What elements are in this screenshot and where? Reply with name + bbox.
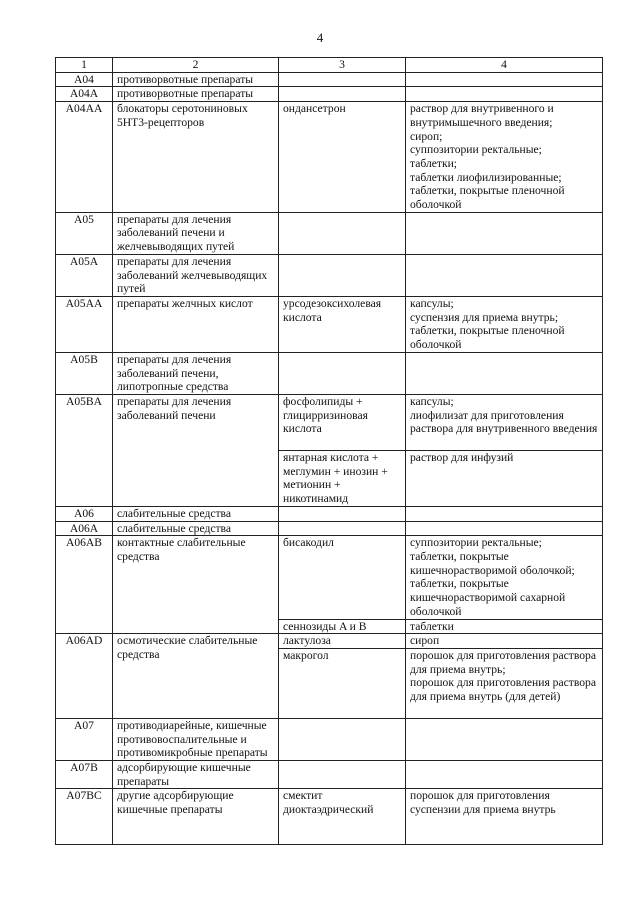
table-row — [56, 102, 603, 213]
header-row — [56, 58, 603, 73]
drug-name-cell: сеннозиды A и B — [279, 619, 406, 634]
group-name-cell: противорвотные препараты — [113, 72, 279, 87]
dosage-form-line: порошок для приготовления суспензии для приема внутрь — [410, 789, 556, 817]
dosage-form-line: таблетки; — [410, 156, 458, 170]
drug-name-cell: фосфолипиды + глицирризиновая кислота — [279, 395, 406, 451]
drug-name-cell — [279, 521, 406, 536]
drug-name-cell — [279, 212, 406, 254]
drug-name-cell — [279, 72, 406, 87]
dosage-form-line: таблетки, покрытые пленочной оболочкой — [410, 324, 565, 352]
table-row — [56, 536, 603, 619]
group-name-cell: препараты желчных кислот — [113, 296, 279, 352]
group-name-cell: противорвотные препараты — [113, 87, 279, 102]
table-row — [56, 212, 603, 254]
dosage-form-line: порошок для приготовления раствора для приема внутрь (для детей) — [410, 676, 596, 704]
atc-code-cell: A04A — [56, 87, 113, 102]
header-cell: 1 — [56, 58, 113, 73]
group-name-cell: препараты для лечения заболеваний печени, липотропные средства — [113, 352, 279, 394]
dosage-forms-cell — [406, 521, 603, 536]
dosage-forms-cell — [406, 506, 603, 521]
header-cell: 2 — [113, 58, 279, 73]
drug-name-cell: лактулоза — [279, 634, 406, 649]
dosage-forms-cell — [406, 395, 603, 451]
atc-code-cell: A05 — [56, 212, 113, 254]
dosage-form-line: раствор для внутривенного и внутримышечного введения; — [410, 102, 554, 129]
drug-name-cell: смектит диоктаэдрический — [279, 789, 406, 845]
drug-name-cell — [279, 718, 406, 760]
table-row — [56, 352, 603, 394]
dosage-forms-cell — [406, 619, 603, 634]
dosage-forms-cell — [406, 87, 603, 102]
dosage-form-line: таблетки, покрытые пленочной оболочкой — [410, 184, 565, 212]
dosage-forms-cell — [406, 536, 603, 619]
table-row — [56, 506, 603, 521]
group-name-cell: адсорбирующие кишечные препараты — [113, 761, 279, 789]
drug-name-cell: ондансетрон — [279, 102, 406, 213]
table-row — [56, 296, 603, 352]
drug-name-cell: янтарная кислота + меглумин + инозин + метионин + никотинамид — [279, 451, 406, 507]
table-row — [56, 761, 603, 789]
dosage-forms-cell — [406, 72, 603, 87]
dosage-forms-cell — [406, 296, 603, 352]
dosage-form-line: порошок для приготовления раствора для приема внутрь; — [410, 648, 596, 676]
group-name-cell: препараты для лечения заболеваний желчевыводящих путей — [113, 254, 279, 296]
table-row — [56, 634, 603, 649]
drug-name-cell: макрогол — [279, 648, 406, 718]
table-row — [56, 72, 603, 87]
dosage-form-line: суппозитории ректальные; — [410, 536, 542, 550]
dosage-forms-cell — [406, 761, 603, 789]
dosage-form-line: суппозитории ректальные; — [410, 143, 542, 157]
header-cell: 4 — [406, 58, 603, 73]
drug-name-cell — [279, 352, 406, 394]
atc-code-cell: A07BC — [56, 789, 113, 845]
drug-name-cell: бисакодил — [279, 536, 406, 619]
group-name-cell: препараты для лечения заболеваний печени — [113, 395, 279, 507]
table-row — [56, 254, 603, 296]
table-row — [56, 789, 603, 845]
group-name-cell: препараты для лечения заболеваний печени и желчевыводящих путей — [113, 212, 279, 254]
dosage-form-line: таблетки лиофилизированные; — [410, 170, 562, 184]
atc-code-cell: A05A — [56, 254, 113, 296]
dosage-form-line: лиофилизат для приготовления раствора для внутривенного введения — [410, 408, 598, 436]
dosage-forms-cell — [406, 634, 603, 649]
atc-code-cell: A05B — [56, 352, 113, 394]
dosage-forms-cell — [406, 212, 603, 254]
atc-code-cell: A05BA — [56, 395, 113, 507]
dosage-form-line: суспензия для приема внутрь; — [410, 310, 559, 324]
group-name-cell: слабительные средства — [113, 506, 279, 521]
dosage-form-line: сироп — [410, 634, 440, 648]
dosage-forms-cell — [406, 648, 603, 718]
dosage-form-line: таблетки — [410, 619, 454, 633]
dosage-form-line: капсулы; — [410, 296, 454, 310]
drug-name-cell — [279, 254, 406, 296]
header-cell: 3 — [279, 58, 406, 73]
dosage-form-line: таблетки, покрытые кишечнорастворимой оболочкой; — [410, 549, 575, 577]
atc-code-cell: A06AD — [56, 634, 113, 719]
dosage-form-line: раствор для инфузий — [410, 451, 514, 465]
table-row — [56, 521, 603, 536]
drug-name-cell: урсодезоксихолевая кислота — [279, 296, 406, 352]
dosage-forms-cell — [406, 254, 603, 296]
drug-name-cell — [279, 87, 406, 102]
dosage-forms-cell — [406, 451, 603, 507]
table-row — [56, 87, 603, 102]
dosage-forms-cell — [406, 352, 603, 394]
atc-code-cell: A06 — [56, 506, 113, 521]
drug-name-cell — [279, 506, 406, 521]
group-name-cell: слабительные средства — [113, 521, 279, 536]
page-number: 4 — [316, 30, 324, 45]
table-row — [56, 395, 603, 451]
group-name-cell: противодиарейные, кишечные противовоспалительные и противомикробные препараты — [113, 718, 279, 760]
group-name-cell: контактные слабительные средства — [113, 536, 279, 634]
dosage-form-line: таблетки, покрытые кишечнорастворимой сахарной оболочкой — [410, 577, 566, 618]
atc-code-cell: A07 — [56, 718, 113, 760]
atc-code-cell: A04 — [56, 72, 113, 87]
dosage-form-line: сироп; — [410, 129, 443, 143]
dosage-forms-cell — [406, 789, 603, 845]
atc-code-cell: A07B — [56, 761, 113, 789]
dosage-form-line: капсулы; — [410, 395, 454, 409]
atc-code-cell: A04AA — [56, 102, 113, 213]
drug-name-cell — [279, 761, 406, 789]
group-name-cell: осмотические слабительные средства — [113, 634, 279, 719]
drug-classification-table — [55, 57, 603, 845]
atc-code-cell: A05AA — [56, 296, 113, 352]
dosage-forms-cell — [406, 102, 603, 213]
dosage-forms-cell — [406, 718, 603, 760]
table-row — [56, 718, 603, 760]
group-name-cell: другие адсорбирующие кишечные препараты — [113, 789, 279, 845]
atc-code-cell: A06AB — [56, 536, 113, 634]
group-name-cell: блокаторы серотониновых 5HT3-рецепторов — [113, 102, 279, 213]
atc-code-cell: A06A — [56, 521, 113, 536]
